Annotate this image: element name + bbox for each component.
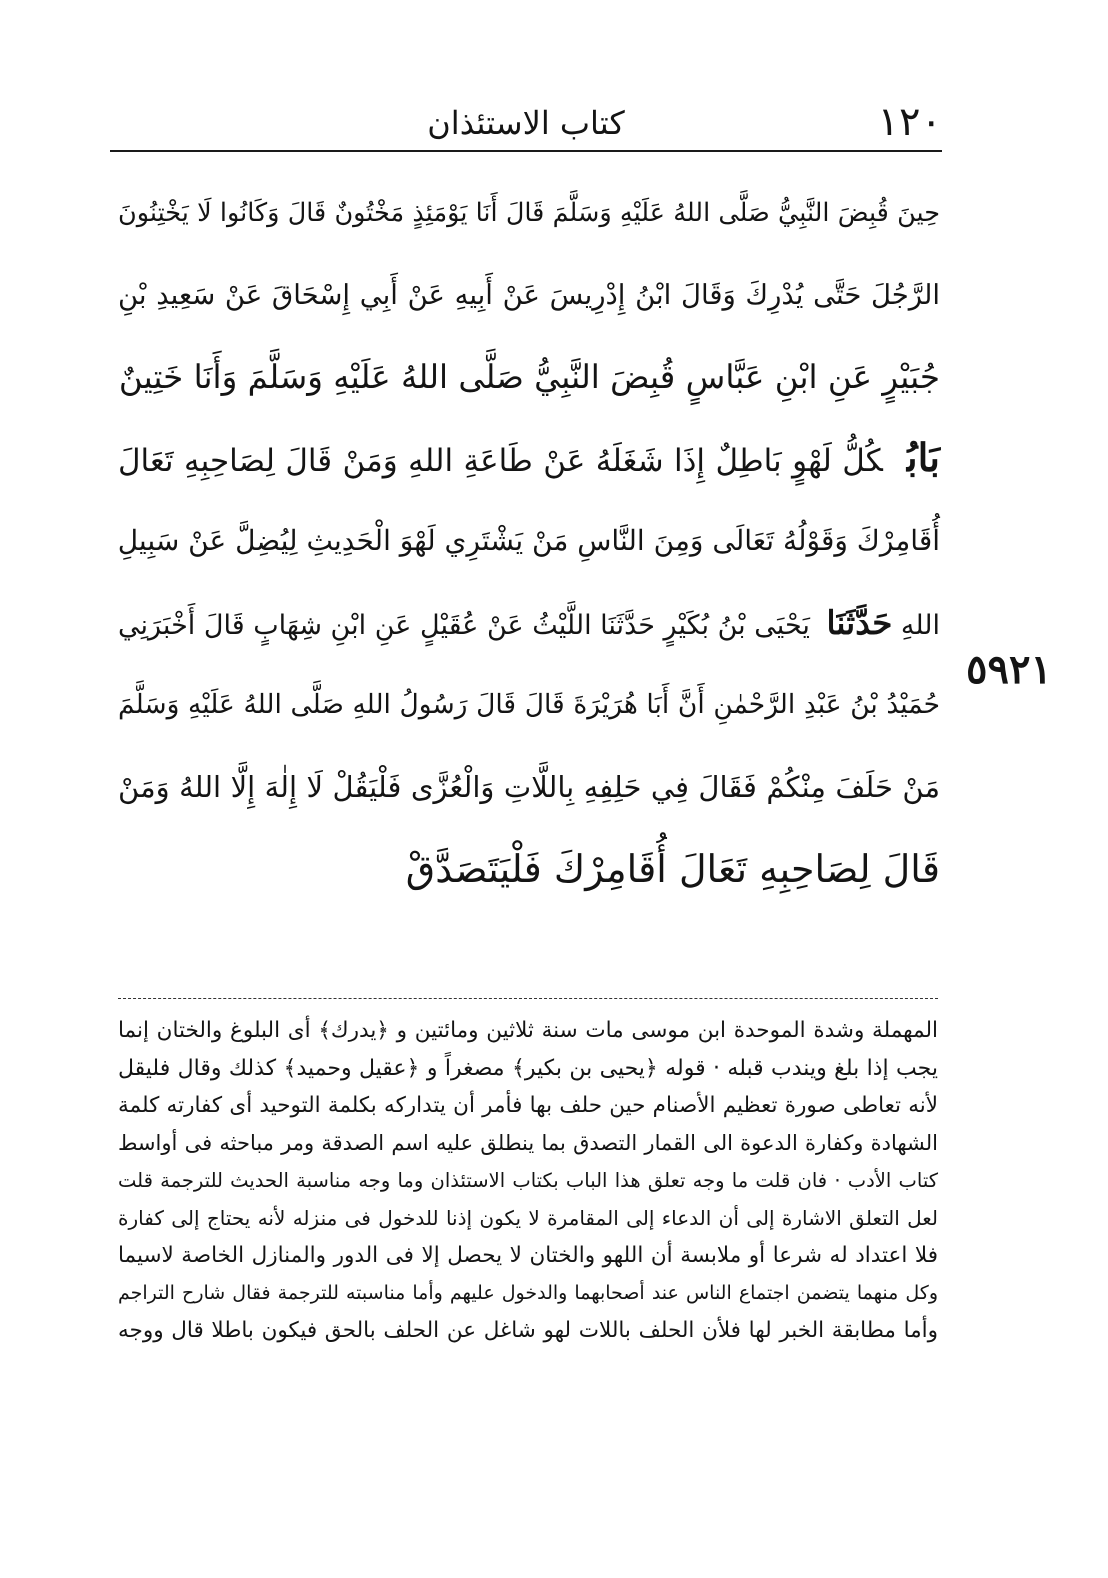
commentary-line: الشهادة وكفارة الدعوة الى القمار التصدق بما ينطلق عليه اسم الصدقة ومر مباحثه فى أواسط [118, 1130, 938, 1155]
hadith-line-rest: يَحْيَى بْنُ بُكَيْرٍ حَدَّثَنَا اللَّيْثُ عَنْ عُقَيْلٍ عَنِ ابْنِ شِهَابٍ قَالَ أَخْبَرَنِي [118, 610, 810, 641]
commentary-line: فلا اعتداد له شرعا أو ملابسة أن اللهو والختان لا يحصل إلا فى الدور والمنازل الخاصة لاسيما [118, 1243, 938, 1268]
haddathana-label: حَدَّثَنَا [826, 604, 893, 642]
commentary-line: وكل منهما يتضمن اجتماع الناس عند أصحابهما والدخول عليهم وأما مناسبته للترجمة فقال شارح التراجم [118, 1281, 938, 1304]
commentary-line: المهملة وشدة الموحدة ابن موسى مات سنة ثلاثين ومائتين و ﴿يدرك﴾ أى البلوغ والختان إنما [118, 1018, 938, 1043]
hadith-first-line [118, 582, 940, 664]
commentary-line: وأما مطابقة الخبر لها فلأن الحلف باللات لهو شاغل عن الحلف بالحق فيكون باطلا قال ووجه [118, 1318, 938, 1343]
text-line: أُقَامِرْكَ وَقَوْلُهُ تَعَالَى وَمِنَ النَّاسِ مَنْ يَشْتَرِي لَهْوَ الْحَدِيثِ لِيُضِلَّ عَنْ سَبِيلِ [117, 524, 940, 557]
footnote-divider [118, 998, 938, 999]
commentary-line: كتاب الأدب · فان قلت ما وجه تعلق هذا الباب بكتاب الاستئذان وما وجه مناسبة الحديث للترجمة قلت [118, 1169, 938, 1192]
bab-title: كُلُّ لَهْوٍ بَاطِلٌ إِذَا شَغَلَهُ عَنْ طَاعَةِ اللهِ وَمَنْ قَالَ لِصَاحِبِهِ تَعَالَ [118, 443, 883, 479]
text-line: حِينَ قُبِضَ النَّبِيُّ صَلَّى اللهُ عَلَيْهِ وَسَلَّمَ قَالَ أَنَا يَوْمَئِذٍ مَخْتُونٌ قَالَ وَكَانُوا لَا يَخْتِنُونَ [118, 198, 940, 228]
text-line: حُمَيْدُ بْنُ عَبْدِ الرَّحْمٰنِ أَنَّ أَبَا هُرَيْرَةَ قَالَ قَالَ رَسُولُ اللهِ صَلَّى اللهُ عَلَيْهِ وَسَلَّمَ [118, 689, 940, 720]
bab-label: بَابُ [906, 436, 940, 481]
page-header [110, 98, 942, 148]
commentary-line: لأنه تعاطى صورة تعظيم الأصنام حين حلف بها فأمر أن يتداركه بكلمة التوحيد أى كفارته كلمة [118, 1093, 938, 1118]
hadith-line-start: اللهِ [900, 610, 940, 641]
text-line: جُبَيْرٍ عَنِ ابْنِ عَبَّاسٍ قُبِضَ النَّبِيُّ صَلَّى اللهُ عَلَيْهِ وَسَلَّمَ وَأَنَا خَتِينٌ [118, 358, 940, 396]
page-number: ١٢٠ [877, 99, 942, 145]
text-line: مَنْ حَلَفَ مِنْكُمْ فَقَالَ فِي حَلِفِهِ بِاللَّاتِ وَالْعُزَّى فَلْيَقُلْ لَا إِلٰهَ إِلَّا اللهُ وَمَنْ [118, 770, 940, 804]
book-title: كتاب الاستئذان [427, 104, 625, 142]
hadith-number: ٥٩٢١ [966, 646, 1052, 693]
bab-heading-line [118, 418, 940, 500]
commentary-line: لعل التعلق الاشارة إلى أن الدعاء إلى المقامرة لا يكون إذنا للدخول فى منزله لأنه يحتاج إلى كفارة [118, 1205, 938, 1230]
commentary-block [118, 1012, 938, 1350]
header-divider [110, 150, 942, 152]
text-line: قَالَ لِصَاحِبِهِ تَعَالَ أُقَامِرْكَ فَلْيَتَصَدَّقْ [405, 847, 940, 891]
commentary-line: يجب إذا بلغ ويندب قبله · قوله ﴿يحيى بن بكير﴾ مصغراً و ﴿عقيل وحميد﴾ كذلك وقال فليقل [118, 1055, 938, 1081]
main-text-block [118, 172, 940, 910]
text-line: الرَّجُلَ حَتَّى يُدْرِكَ وَقَالَ ابْنُ إِدْرِيسَ عَنْ أَبِيهِ عَنْ أَبِي إِسْحَاقَ عَنْ سَعِيدِ بْنِ [118, 279, 940, 311]
